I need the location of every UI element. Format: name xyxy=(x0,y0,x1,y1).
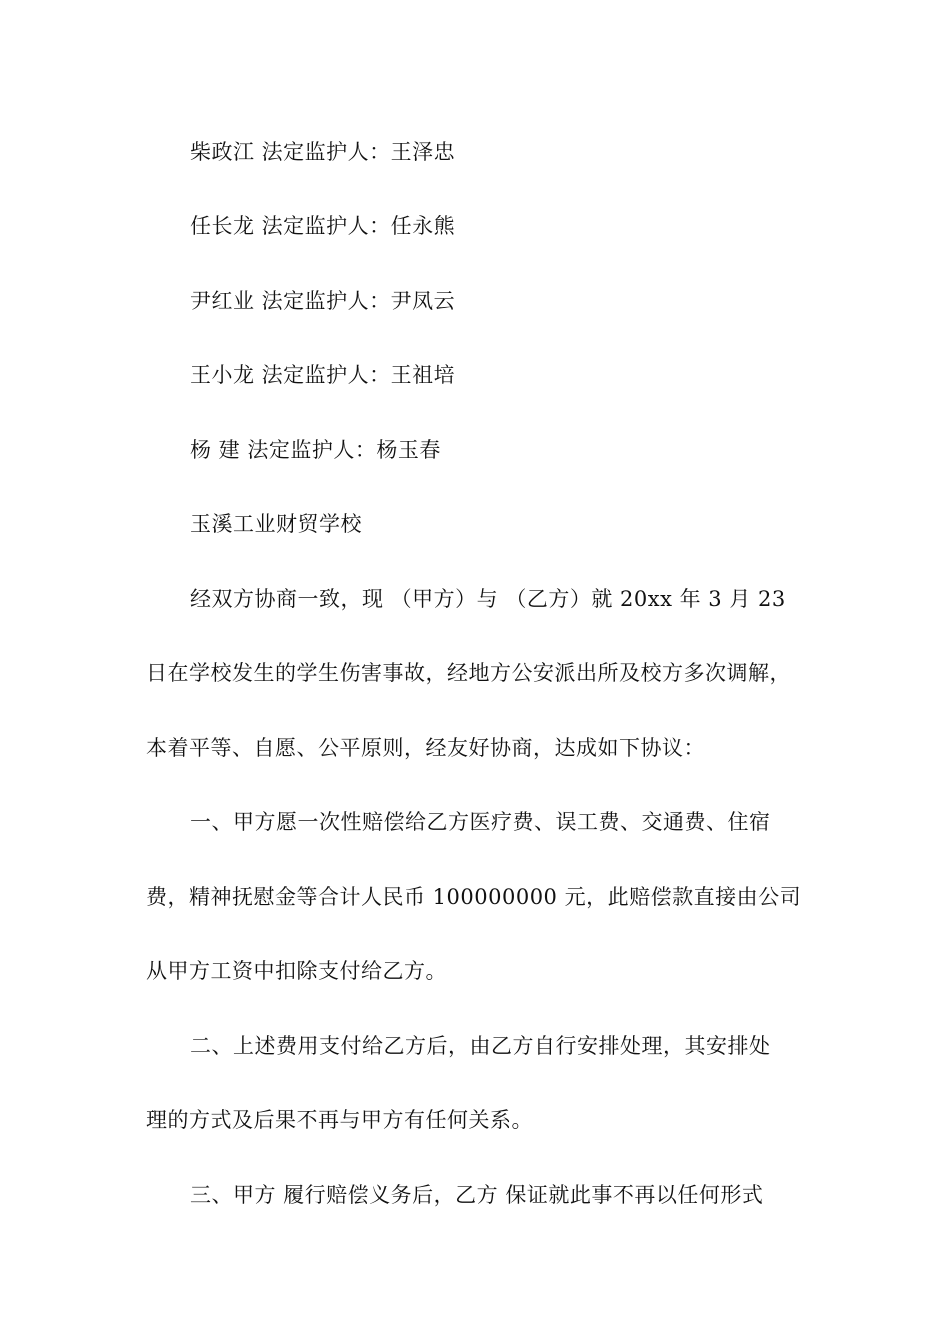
agreement-intro-line-3: 本着平等、自愿、公平原则，经友好协商，达成如下协议： xyxy=(146,736,705,760)
clause-2-line-1: 二、上述费用支付给乙方后，由乙方自行安排处理，其安排处 xyxy=(190,1034,771,1058)
clause-2-line-2: 理的方式及后果不再与甲方有任何关系。 xyxy=(146,1108,533,1132)
guardian-line-5: 杨 建 法定监护人：杨玉春 xyxy=(190,438,441,462)
guardian-line-3: 尹红业 法定监护人：尹凤云 xyxy=(190,289,456,313)
agreement-intro-line-1: 经双方协商一致，现 （甲方）与 （乙方）就 20xx 年 3 月 23 xyxy=(190,587,786,611)
school-name: 玉溪工业财贸学校 xyxy=(190,512,362,536)
clause-1-line-1: 一、甲方愿一次性赔偿给乙方医疗费、误工费、交通费、住宿 xyxy=(190,810,771,834)
guardian-line-1: 柴政江 法定监护人：王泽忠 xyxy=(190,140,456,164)
clause-1-line-2: 费，精神抚慰金等合计人民币 100000000 元，此赔偿款直接由公司 xyxy=(146,885,802,909)
agreement-intro-line-2: 日在学校发生的学生伤害事故，经地方公安派出所及校方多次调解， xyxy=(146,661,791,685)
clause-3-line-1: 三、甲方 履行赔偿义务后，乙方 保证就此事不再以任何形式 xyxy=(190,1183,764,1207)
guardian-line-2: 任长龙 法定监护人：任永熊 xyxy=(190,214,456,238)
guardian-line-4: 王小龙 法定监护人：王祖培 xyxy=(190,363,456,387)
clause-1-line-3: 从甲方工资中扣除支付给乙方。 xyxy=(146,959,447,983)
